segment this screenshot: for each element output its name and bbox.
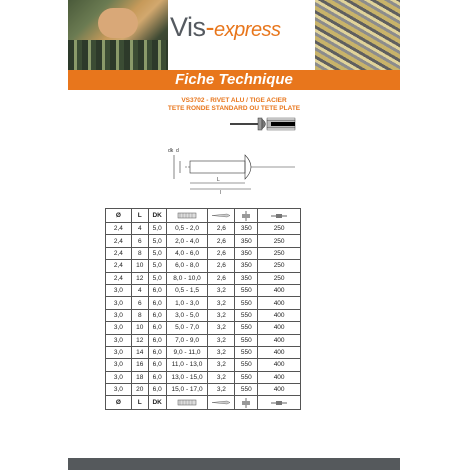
- table-cell: 5,0: [148, 247, 166, 259]
- table-cell: 0,5 - 1,5: [166, 284, 208, 296]
- subtitle-line-2: TETE RONDE STANDARD OU TETE PLATE: [167, 105, 301, 112]
- footer-drill-hole: [208, 396, 235, 410]
- table-cell: 1,0 - 3,0: [166, 297, 208, 309]
- table-cell: 5,0: [148, 235, 166, 247]
- table-row: [106, 309, 301, 321]
- fiche-technique-banner: Fiche Technique: [68, 70, 400, 90]
- table-cell: 3,0 - 5,0: [166, 309, 208, 321]
- subtitle-line-1: VS3702 - RIVET ALU / TIGE ACIER: [181, 97, 287, 104]
- table-row: [106, 260, 301, 272]
- table-cell: 3,0: [106, 334, 132, 346]
- table-cell: 3,0: [106, 371, 132, 383]
- table-cell: 350: [235, 272, 258, 284]
- tools-shape: [68, 40, 168, 70]
- table-cell: 250: [258, 247, 301, 259]
- technician-hands-photo-icon: [68, 0, 168, 70]
- table-cell: 6: [131, 297, 148, 309]
- table-cell: 250: [258, 235, 301, 247]
- footer-diameter: Ø: [106, 396, 132, 410]
- table-cell: 6,0: [148, 284, 166, 296]
- table-cell: 12: [131, 272, 148, 284]
- table-cell: 10: [131, 260, 148, 272]
- table-cell: 350: [235, 223, 258, 235]
- footer-bar: [68, 458, 400, 470]
- header: [0, 0, 470, 70]
- diagram-label-dk: dk: [168, 148, 174, 154]
- grip-range-icon: [176, 212, 198, 219]
- table-cell: 550: [235, 359, 258, 371]
- table-cell: 550: [235, 322, 258, 334]
- table-cell: 10: [131, 322, 148, 334]
- table-cell: 3,2: [208, 334, 235, 346]
- table-row: [106, 334, 301, 346]
- table-footer-row: [106, 396, 301, 410]
- shear-force-icon: [241, 211, 251, 221]
- table-cell: 250: [258, 272, 301, 284]
- table-row: [106, 272, 301, 284]
- table-cell: 5,0 - 7,0: [166, 322, 208, 334]
- table-row: [106, 235, 301, 247]
- table-header-row: [106, 209, 301, 223]
- table-cell: 6,0: [148, 309, 166, 321]
- table-row: [106, 359, 301, 371]
- table-cell: 2,4: [106, 272, 132, 284]
- table-cell: 11,0 - 13,0: [166, 359, 208, 371]
- hand-shape: [98, 8, 138, 38]
- table-cell: 250: [258, 223, 301, 235]
- table-cell: 6,0: [148, 371, 166, 383]
- table-cell: 14: [131, 346, 148, 358]
- table-cell: 6: [131, 235, 148, 247]
- table-row: [106, 346, 301, 358]
- table-cell: 4,0 - 6,0: [166, 247, 208, 259]
- table-cell: 3,2: [208, 371, 235, 383]
- table-cell: 350: [235, 235, 258, 247]
- table-cell: 5,0: [148, 272, 166, 284]
- table-cell: 2,6: [208, 247, 235, 259]
- table-cell: 550: [235, 309, 258, 321]
- logo-dash: -: [205, 12, 215, 42]
- table-cell: 2,0 - 4,0: [166, 235, 208, 247]
- table-cell: 550: [235, 284, 258, 296]
- table-cell: 3,0: [106, 284, 132, 296]
- table-cell: 400: [258, 384, 301, 396]
- footer-dk: DK: [148, 396, 166, 410]
- footer-shear: [235, 396, 258, 410]
- table-row: [106, 384, 301, 396]
- table-cell: 550: [235, 334, 258, 346]
- table-cell: 2,6: [208, 272, 235, 284]
- tensile-force-icon: [271, 399, 287, 407]
- drill-hole-icon: [211, 399, 231, 406]
- table-cell: 0,5 - 2,0: [166, 223, 208, 235]
- table-cell: 3,0: [106, 322, 132, 334]
- logo-sub: express: [214, 19, 281, 41]
- table-cell: 550: [235, 371, 258, 383]
- table-cell: 400: [258, 322, 301, 334]
- table-cell: 5,0: [148, 223, 166, 235]
- rivet-spec-table: [105, 208, 301, 410]
- table-cell: 2,6: [208, 235, 235, 247]
- diagram-label-l: l: [220, 190, 222, 195]
- rivet-dimension-view: [174, 155, 295, 189]
- table-cell: 12: [131, 334, 148, 346]
- table-cell: 8: [131, 309, 148, 321]
- table-cell: 9,0 - 11,0: [166, 346, 208, 358]
- table-cell: 3,2: [208, 309, 235, 321]
- footer-grip-range: [166, 396, 208, 410]
- diagram-label-L: L: [217, 177, 220, 183]
- screws-pile-photo-icon: [315, 0, 400, 70]
- header-diameter: Ø: [106, 209, 132, 223]
- grip-range-icon: [176, 399, 198, 406]
- table-cell: 3,2: [208, 384, 235, 396]
- table-body: [106, 223, 301, 396]
- table-cell: 350: [235, 247, 258, 259]
- table-cell: 7,0 - 9,0: [166, 334, 208, 346]
- shear-force-icon: [241, 398, 251, 408]
- table-cell: 20: [131, 384, 148, 396]
- table-cell: 400: [258, 346, 301, 358]
- table-cell: 400: [258, 297, 301, 309]
- table-cell: 8,0 - 10,0: [166, 272, 208, 284]
- table-cell: 3,0: [106, 359, 132, 371]
- table-cell: 3,0: [106, 384, 132, 396]
- logo-main: Vis: [170, 12, 206, 42]
- table-cell: 400: [258, 371, 301, 383]
- table-cell: 15,0 - 17,0: [166, 384, 208, 396]
- table-cell: 3,2: [208, 346, 235, 358]
- table-cell: 6,0: [148, 384, 166, 396]
- table-cell: 400: [258, 359, 301, 371]
- table-row: [106, 322, 301, 334]
- table-cell: 3,2: [208, 297, 235, 309]
- table-cell: 3,2: [208, 322, 235, 334]
- table-cell: 5,0: [148, 260, 166, 272]
- table-cell: 550: [235, 384, 258, 396]
- table-cell: 2,4: [106, 235, 132, 247]
- footer-length: L: [131, 396, 148, 410]
- table-cell: 8: [131, 247, 148, 259]
- product-subtitle: [68, 97, 400, 113]
- table-cell: 2,4: [106, 223, 132, 235]
- table-cell: 16: [131, 359, 148, 371]
- header-dk: DK: [148, 209, 166, 223]
- table-row: [106, 297, 301, 309]
- table-cell: 4: [131, 284, 148, 296]
- table-row: [106, 247, 301, 259]
- table-cell: 3,2: [208, 284, 235, 296]
- table-cell: 550: [235, 346, 258, 358]
- table-cell: 2,6: [208, 223, 235, 235]
- drill-hole-icon: [211, 212, 231, 219]
- diagram-label-d: d: [176, 148, 179, 154]
- table-cell: 400: [258, 334, 301, 346]
- blind-rivet-dimension-drawing-icon: [165, 115, 315, 195]
- header-shear: [235, 209, 258, 223]
- footer-tensile: [258, 396, 301, 410]
- table-row: [106, 371, 301, 383]
- table-cell: 350: [235, 260, 258, 272]
- table-cell: 13,0 - 15,0: [166, 371, 208, 383]
- table-cell: 400: [258, 284, 301, 296]
- table-cell: 6,0 - 8,0: [166, 260, 208, 272]
- header-grip-range: [166, 209, 208, 223]
- table-cell: 3,2: [208, 359, 235, 371]
- tensile-force-icon: [271, 212, 287, 220]
- header-drill-hole: [208, 209, 235, 223]
- table-cell: 250: [258, 260, 301, 272]
- table-cell: 6,0: [148, 297, 166, 309]
- table-cell: 400: [258, 309, 301, 321]
- table-cell: 6,0: [148, 346, 166, 358]
- vis-express-logo: [170, 12, 315, 52]
- table-cell: 2,4: [106, 260, 132, 272]
- table-cell: 3,0: [106, 346, 132, 358]
- table-cell: 2,4: [106, 247, 132, 259]
- rivet-side-view: [230, 118, 295, 130]
- table-row: [106, 223, 301, 235]
- header-tensile: [258, 209, 301, 223]
- table-cell: 6,0: [148, 334, 166, 346]
- table-row: [106, 284, 301, 296]
- table-cell: 18: [131, 371, 148, 383]
- header-length: L: [131, 209, 148, 223]
- table-cell: 4: [131, 223, 148, 235]
- table-cell: 2,6: [208, 260, 235, 272]
- table-cell: 6,0: [148, 359, 166, 371]
- table-cell: 550: [235, 297, 258, 309]
- table-cell: 6,0: [148, 322, 166, 334]
- table-cell: 3,0: [106, 309, 132, 321]
- table-cell: 3,0: [106, 297, 132, 309]
